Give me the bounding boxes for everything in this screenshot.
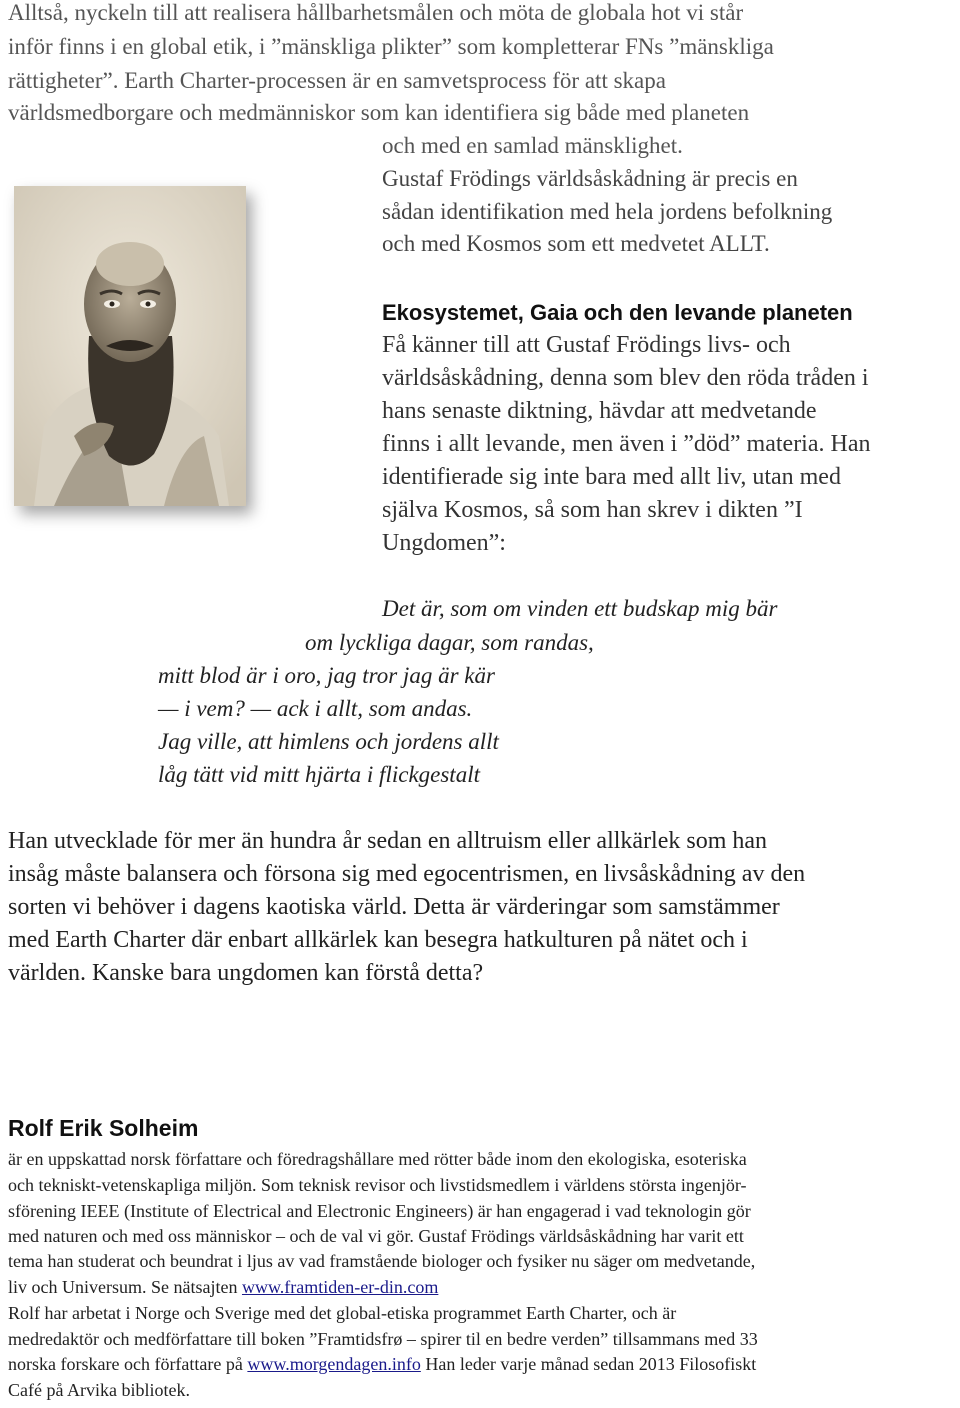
intro-line: sådan identifikation med hela jordens befolkning xyxy=(382,199,833,224)
section-line: världsåskådning, denna som blev den röda tråden i xyxy=(382,365,869,391)
bio-line xyxy=(8,1277,438,1298)
conclusion-line: världen. Kanske bara ungdomen kan förstå detta? xyxy=(8,960,484,986)
bio-line: är en uppskattad norsk författare och föredragshållare med rötter både inom den ekologiska, esoteriska xyxy=(8,1149,747,1169)
bio-line: och tekniskt-vetenskapliga miljön. Som teknisk revisor och livstidsmedlem i världens största ingenjör- xyxy=(8,1175,747,1195)
section-line: Få känner till att Gustaf Frödings livs- och xyxy=(382,332,791,358)
section-line: själva Kosmos, så som han skrev i dikten ”I xyxy=(382,497,803,523)
author-name: Rolf Erik Solheim xyxy=(8,1115,199,1141)
bio-line: med naturen och med oss människor – och de val vi gör. Gustaf Frödings världsåskådning har varit ett xyxy=(8,1226,744,1246)
section-line: hans senaste diktning, hävdar att medvetande xyxy=(382,398,817,424)
section-line: identifierade sig inte bara med allt liv, utan med xyxy=(382,464,841,490)
intro-line: inför finns i en global etik, i ”mänskliga plikter” som kompletterar FNs ”mänskliga xyxy=(8,34,774,59)
section-line: finns i allt levande, men även i ”död” materia. Han xyxy=(382,431,871,457)
bio-line: sförening IEEE (Institute of Electrical and Electronic Engineers) är han engagerad i vad teknologin gör xyxy=(8,1201,751,1221)
intro-line: Alltså, nyckeln till att realisera hållbarhetsmålen och möta de globala hot vi står xyxy=(8,0,744,25)
section-line: Ungdomen”: xyxy=(382,530,506,556)
bio-line xyxy=(8,1354,756,1375)
conclusion-line: insåg måste balansera och försona sig med egocentrismen, en livsåskådning av den xyxy=(8,861,806,887)
conclusion-line: med Earth Charter där enbart allkärlek kan besegra hatkulturen på nätet och i xyxy=(8,927,748,953)
bio-line: Café på Arvika bibliotek. xyxy=(8,1380,190,1400)
bio-line: medredaktör och medförfattare till boken ”Framtidsfrø – spirer til en bedre verden” tillsammans med 33 xyxy=(8,1329,758,1349)
intro-line: och med Kosmos som ett medvetet ALLT. xyxy=(382,231,770,256)
poem-line: Det är, som om vinden ett budskap mig bär xyxy=(382,596,778,621)
bio-text: norska forskare och författare på xyxy=(8,1354,248,1374)
conclusion-line: sorten vi behöver i dagens kaotiska värld. Detta är värderingar som samstämmer xyxy=(8,894,780,920)
bio-line: tema han studerat och beundrat i ljus av vad framstående biologer och fysiker nu säger om medvetande, xyxy=(8,1251,756,1271)
website-link-framtiden[interactable]: www.framtiden-er-din.com xyxy=(241,1277,439,1297)
portrait-photo xyxy=(14,186,246,506)
website-link-morgendagen[interactable]: www.morgendagen.info xyxy=(247,1354,421,1374)
intro-line: världsmedborgare och medmänniskor som kan identifiera sig både med planeten xyxy=(8,100,750,125)
poem-line: om lyckliga dagar, som randas, xyxy=(305,630,594,655)
intro-line: och med en samlad mänsklighet. xyxy=(382,133,683,158)
bio-text: Han leder varje månad sedan 2013 Filosofiskt xyxy=(420,1354,757,1374)
poem-line: Jag ville, att himlens och jordens allt xyxy=(158,729,499,754)
bio-text: liv och Universum. Se nätsajten xyxy=(8,1277,242,1297)
bio-line: Rolf har arbetat i Norge och Sverige med det global-etiska programmet Earth Charter, och är xyxy=(8,1303,677,1323)
portrait-illustration xyxy=(14,186,246,506)
poem-line: — i vem? — ack i allt, som andas. xyxy=(158,696,473,721)
intro-line: Gustaf Frödings världsåskådning är precis en xyxy=(382,166,798,191)
poem-line: mitt blod är i oro, jag tror jag är kär xyxy=(158,663,495,688)
section-heading: Ekosystemet, Gaia och den levande planeten xyxy=(382,300,853,325)
poem-line: låg tätt vid mitt hjärta i flickgestalt xyxy=(158,762,480,787)
conclusion-line: Han utvecklade för mer än hundra år sedan en alltruism eller allkärlek som han xyxy=(8,828,768,854)
intro-line: rättigheter”. Earth Charter-processen är en samvetsprocess för att skapa xyxy=(8,68,666,93)
